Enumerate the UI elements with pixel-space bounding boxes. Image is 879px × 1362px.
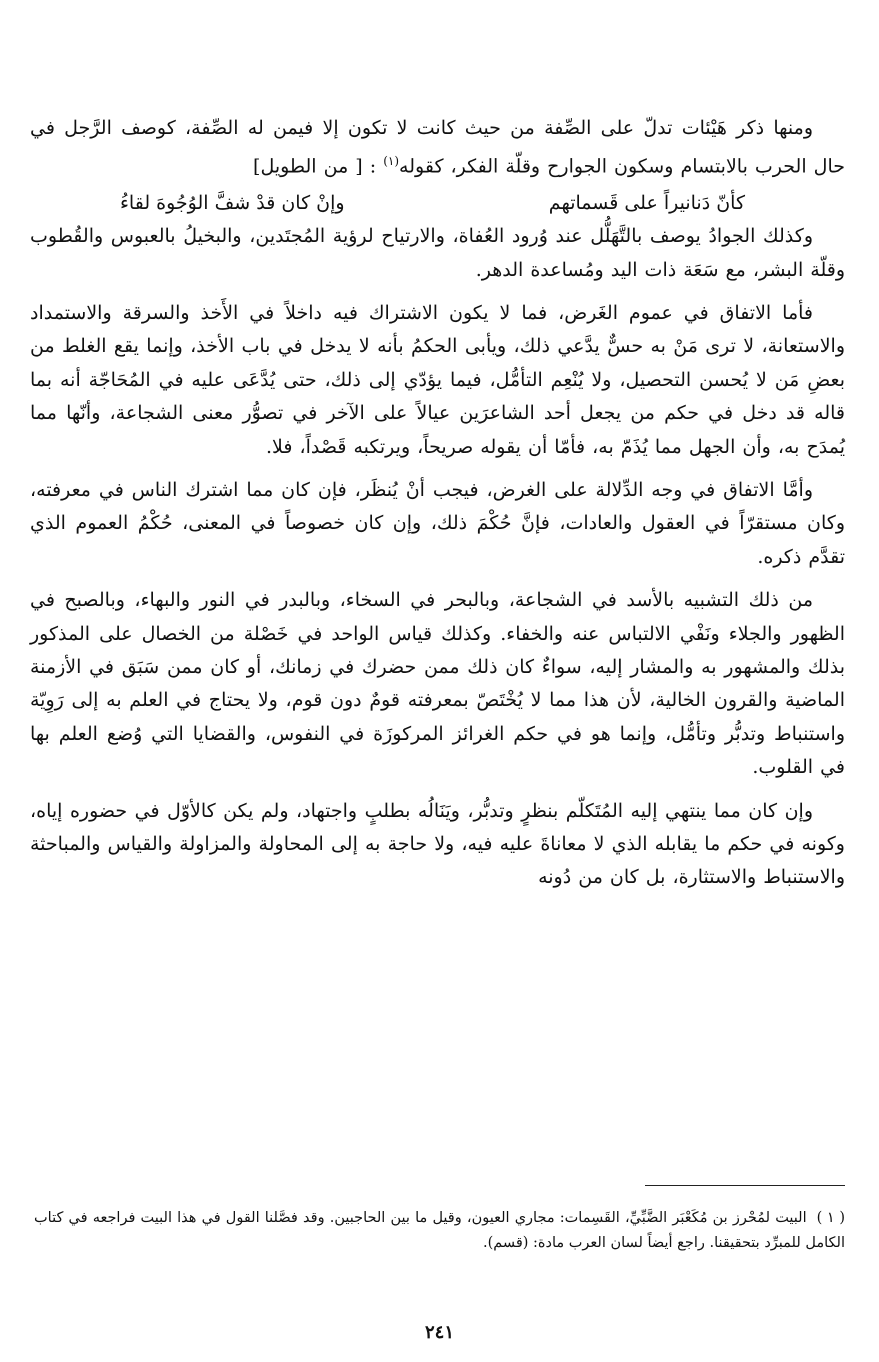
paragraph-4: وأمَّا الاتفاق في وجه الدِّلالة على الغرض، فيجب أنْ يُنظَر، فإن كان مما اشترك الناس في معرفته، وكان مستقرّاً في العقول والعادات، فإنَّ حُكْمَ ذلك، وإن كان خصوصاً في المعنى، حُكْمُ العموم الذي تقدَّم ذكره. xyxy=(30,478,845,568)
paragraph-1 xyxy=(30,112,845,184)
paragraph-3: فأما الاتفاق في عموم الغَرض، فما لا يكون الاشتراك فيه داخلاً في الأَخذ والسرقة والاستمداد والاستعانة، لا ترى مَنْ به حسٌّ يدَّعي ذلك، ويأبى الحكمُ بأنه لا يدخل في باب الأخذ، وإنما يقع الغلط من بعضِ مَن لا يُحسن التحصيل، ولا يُنْعِم التأمُّل، فيما يؤدّي إلى ذلك، حتى يُدَّعَى عليه في المُحَاجّة أنه بما قاله قد دخل في حكم من يجعل أحد الشاعرَين عيالاً على الآخر في تصوُّر معنى الشجاعة، وأنّها مما يُمدَح به، وأن الجهل مما يُذَمّ به، فأمّا أن يقوله صريحاً، ويرتكبه قَصْداً، فلا. xyxy=(30,301,845,458)
verse-first-hemistich: كأنّ دَنانيراً على قَسماتهم xyxy=(548,192,745,215)
main-text xyxy=(30,112,845,895)
paragraph-5: من ذلك التشبيه بالأسد في الشجاعة، وبالبحر في السخاء، وبالبدر في النور والبهاء، وبالصبح في الظهور والجلاء ونَفْي الالتباس عنه والخفاء. وكذلك قياس الواحد في خَصْلة من الخصال على المذكور بذلك والمشهور به والمشار إليه، سواءٌ كان ذلك ممن حضرك في زمانك، أو كان ممن سَبَق في الأزمنة الماضية والقرون الخالية، لأن هذا مما لا يُخْتَصّ بمعرفته قومٌ دون قوم، ولا يحتاج في العلم به إلى رَوِيّة واستنباط وتدبُّر وتأمُّل، وإنما هو في حكم الغرائز المركوزَة في النفوس، والقضايا التي وُضع العلم بها في القلوب. xyxy=(30,589,845,779)
paragraph-1-text: ومنها ذكر هَيْئات تدلّ على الصِّفة من حيث كانت لا تكون إلا فيمن له الصِّفة، كوصف الرَّجل في حال الحرب بالابتسام وسكون الجوارح وقلّة الفكر، كقوله xyxy=(30,117,845,178)
footnote-divider xyxy=(645,1185,845,1186)
footnote-text: البيت لمُحْرز بن مُكَعْبَر الضَّبِّيِّ، القَسِمات: مجاري العيون، وقيل ما بين الحاجبين. وقد فصَّلنا القول في هذا البيت فراجعه في كتاب الكامل للمبرِّد بتحقيقنا. راجع أيضاً لسان العرب مادة: (قسم). xyxy=(34,1210,845,1251)
paragraph-2: وكذلك الجوادُ يوصف بالتَّهَلُّل عند وُرود العُفاة، والارتياح لرؤية المُجتَدين، والبخيلُ بالعبوس والقُطوب وقلّة البشر، مع سَعَة ذات اليد ومُساعدة الدهر. xyxy=(30,225,845,281)
verse xyxy=(30,186,845,220)
page-number: ٢٤١ xyxy=(424,1322,454,1343)
verse-meter: : [ من الطويل] xyxy=(253,155,377,178)
footnote-number: ( ١ ) xyxy=(816,1210,845,1226)
verse-second-hemistich: وإنْ كان قدْ شفَّ الوُجُوهَ لقاءُ xyxy=(120,192,345,215)
footnote xyxy=(34,1206,845,1256)
footnote-marker: (١) xyxy=(383,154,400,169)
paragraph-6: وإن كان مما ينتهي إليه المُتَكلّم بنظرٍ وتدبُّر، ويَنَالُه بطلبٍ واجتهاد، ولم يكن كالأوّل في حضوره إياه، وكونه في حكم ما يقابله الذي لا معاناةَ عليه فيه، ولا حاجة به إلى المحاولة والمزاولة والقياس والمباحثة والاستنباط والاستثارة، بل كان من دُونه xyxy=(30,799,845,889)
